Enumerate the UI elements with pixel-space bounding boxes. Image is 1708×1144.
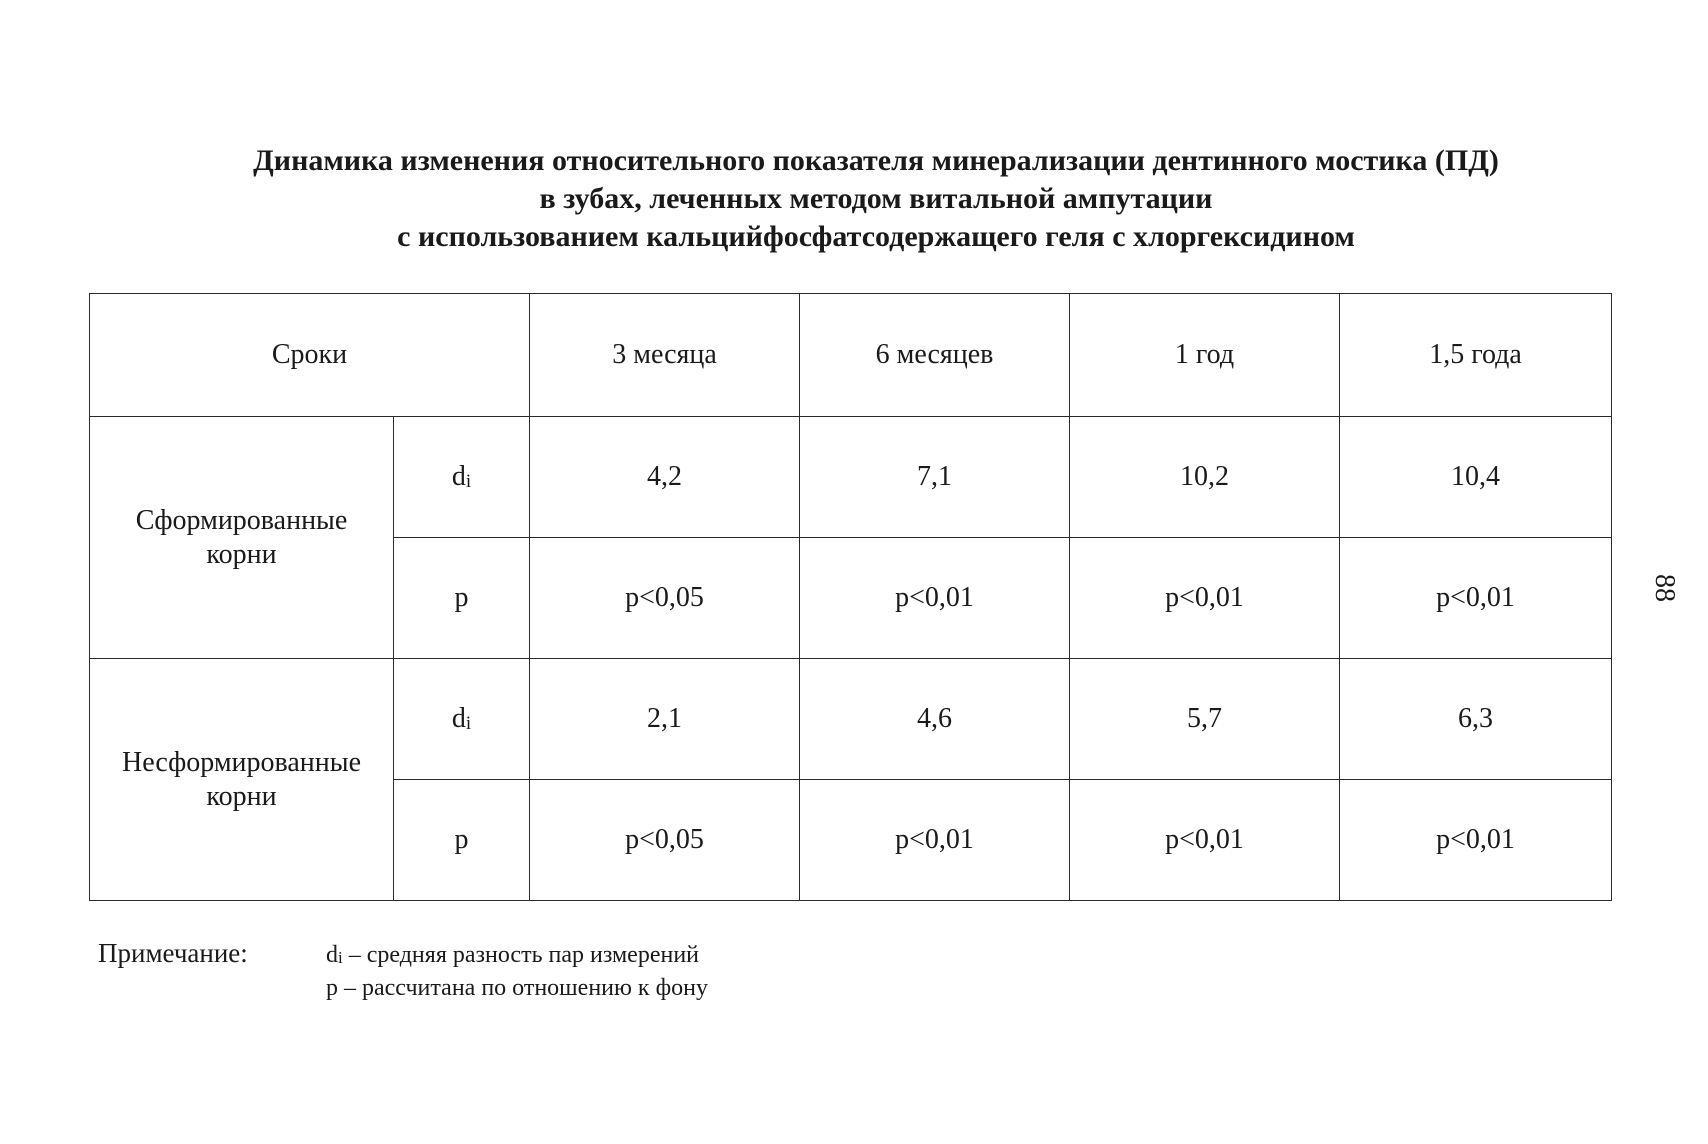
row-key-di: $d_i$ — [394, 417, 530, 538]
table-cell: p<0,01 — [800, 780, 1070, 901]
header-cell-1-year: 1 год — [1070, 294, 1340, 417]
table-cell: p<0,01 — [1070, 538, 1340, 659]
table-cell: 5,7 — [1070, 659, 1340, 780]
header-cell-terms: Сроки — [90, 294, 530, 417]
table-cell: p<0,05 — [530, 538, 800, 659]
table-cell: 4,2 — [530, 417, 800, 538]
header-cell-1-5-years: 1,5 года — [1340, 294, 1612, 417]
title-line-1: Динамика изменения относительного показателя минерализации дентинного мостика (ПД) — [253, 144, 1499, 177]
table-row — [90, 659, 1612, 780]
table-cell: 6,3 — [1340, 659, 1612, 780]
title-line-2: в зубах, леченных методом витальной ампутации — [539, 182, 1213, 215]
note-line-p: p – рассчитана по отношению к фону — [326, 975, 708, 1001]
group-label-unformed-roots: Несформированные корни — [90, 659, 394, 901]
table-cell: 10,4 — [1340, 417, 1612, 538]
header-cell-3-months: 3 месяца — [530, 294, 800, 417]
table-note — [98, 938, 708, 1004]
table-cell: 2,1 — [530, 659, 800, 780]
title-line-3: с использованием кальцийфосфатсодержащего геля с хлоргексидином — [397, 220, 1355, 253]
document-title — [0, 142, 1708, 256]
header-row — [90, 294, 1612, 417]
table-cell: 10,2 — [1070, 417, 1340, 538]
page-number: 88 — [1649, 574, 1680, 602]
results-table — [89, 293, 1612, 901]
row-key-p: p — [394, 780, 530, 901]
note-label: Примечание: — [98, 938, 248, 968]
table-cell: p<0,01 — [1340, 780, 1612, 901]
table-cell: p<0,01 — [1070, 780, 1340, 901]
table-cell: p<0,05 — [530, 780, 800, 901]
table-cell: 4,6 — [800, 659, 1070, 780]
note-line-di: $d_i$ – средняя разность пар измерений — [326, 942, 700, 968]
table-cell: p<0,01 — [1340, 538, 1612, 659]
table-row — [90, 417, 1612, 538]
group-label-formed-roots: Сформированные корни — [90, 417, 394, 659]
header-cell-6-months: 6 месяцев — [800, 294, 1070, 417]
row-key-p: p — [394, 538, 530, 659]
note-lines — [326, 940, 708, 1004]
table-cell: p<0,01 — [800, 538, 1070, 659]
table-cell: 7,1 — [800, 417, 1070, 538]
row-key-di: $d_i$ — [394, 659, 530, 780]
